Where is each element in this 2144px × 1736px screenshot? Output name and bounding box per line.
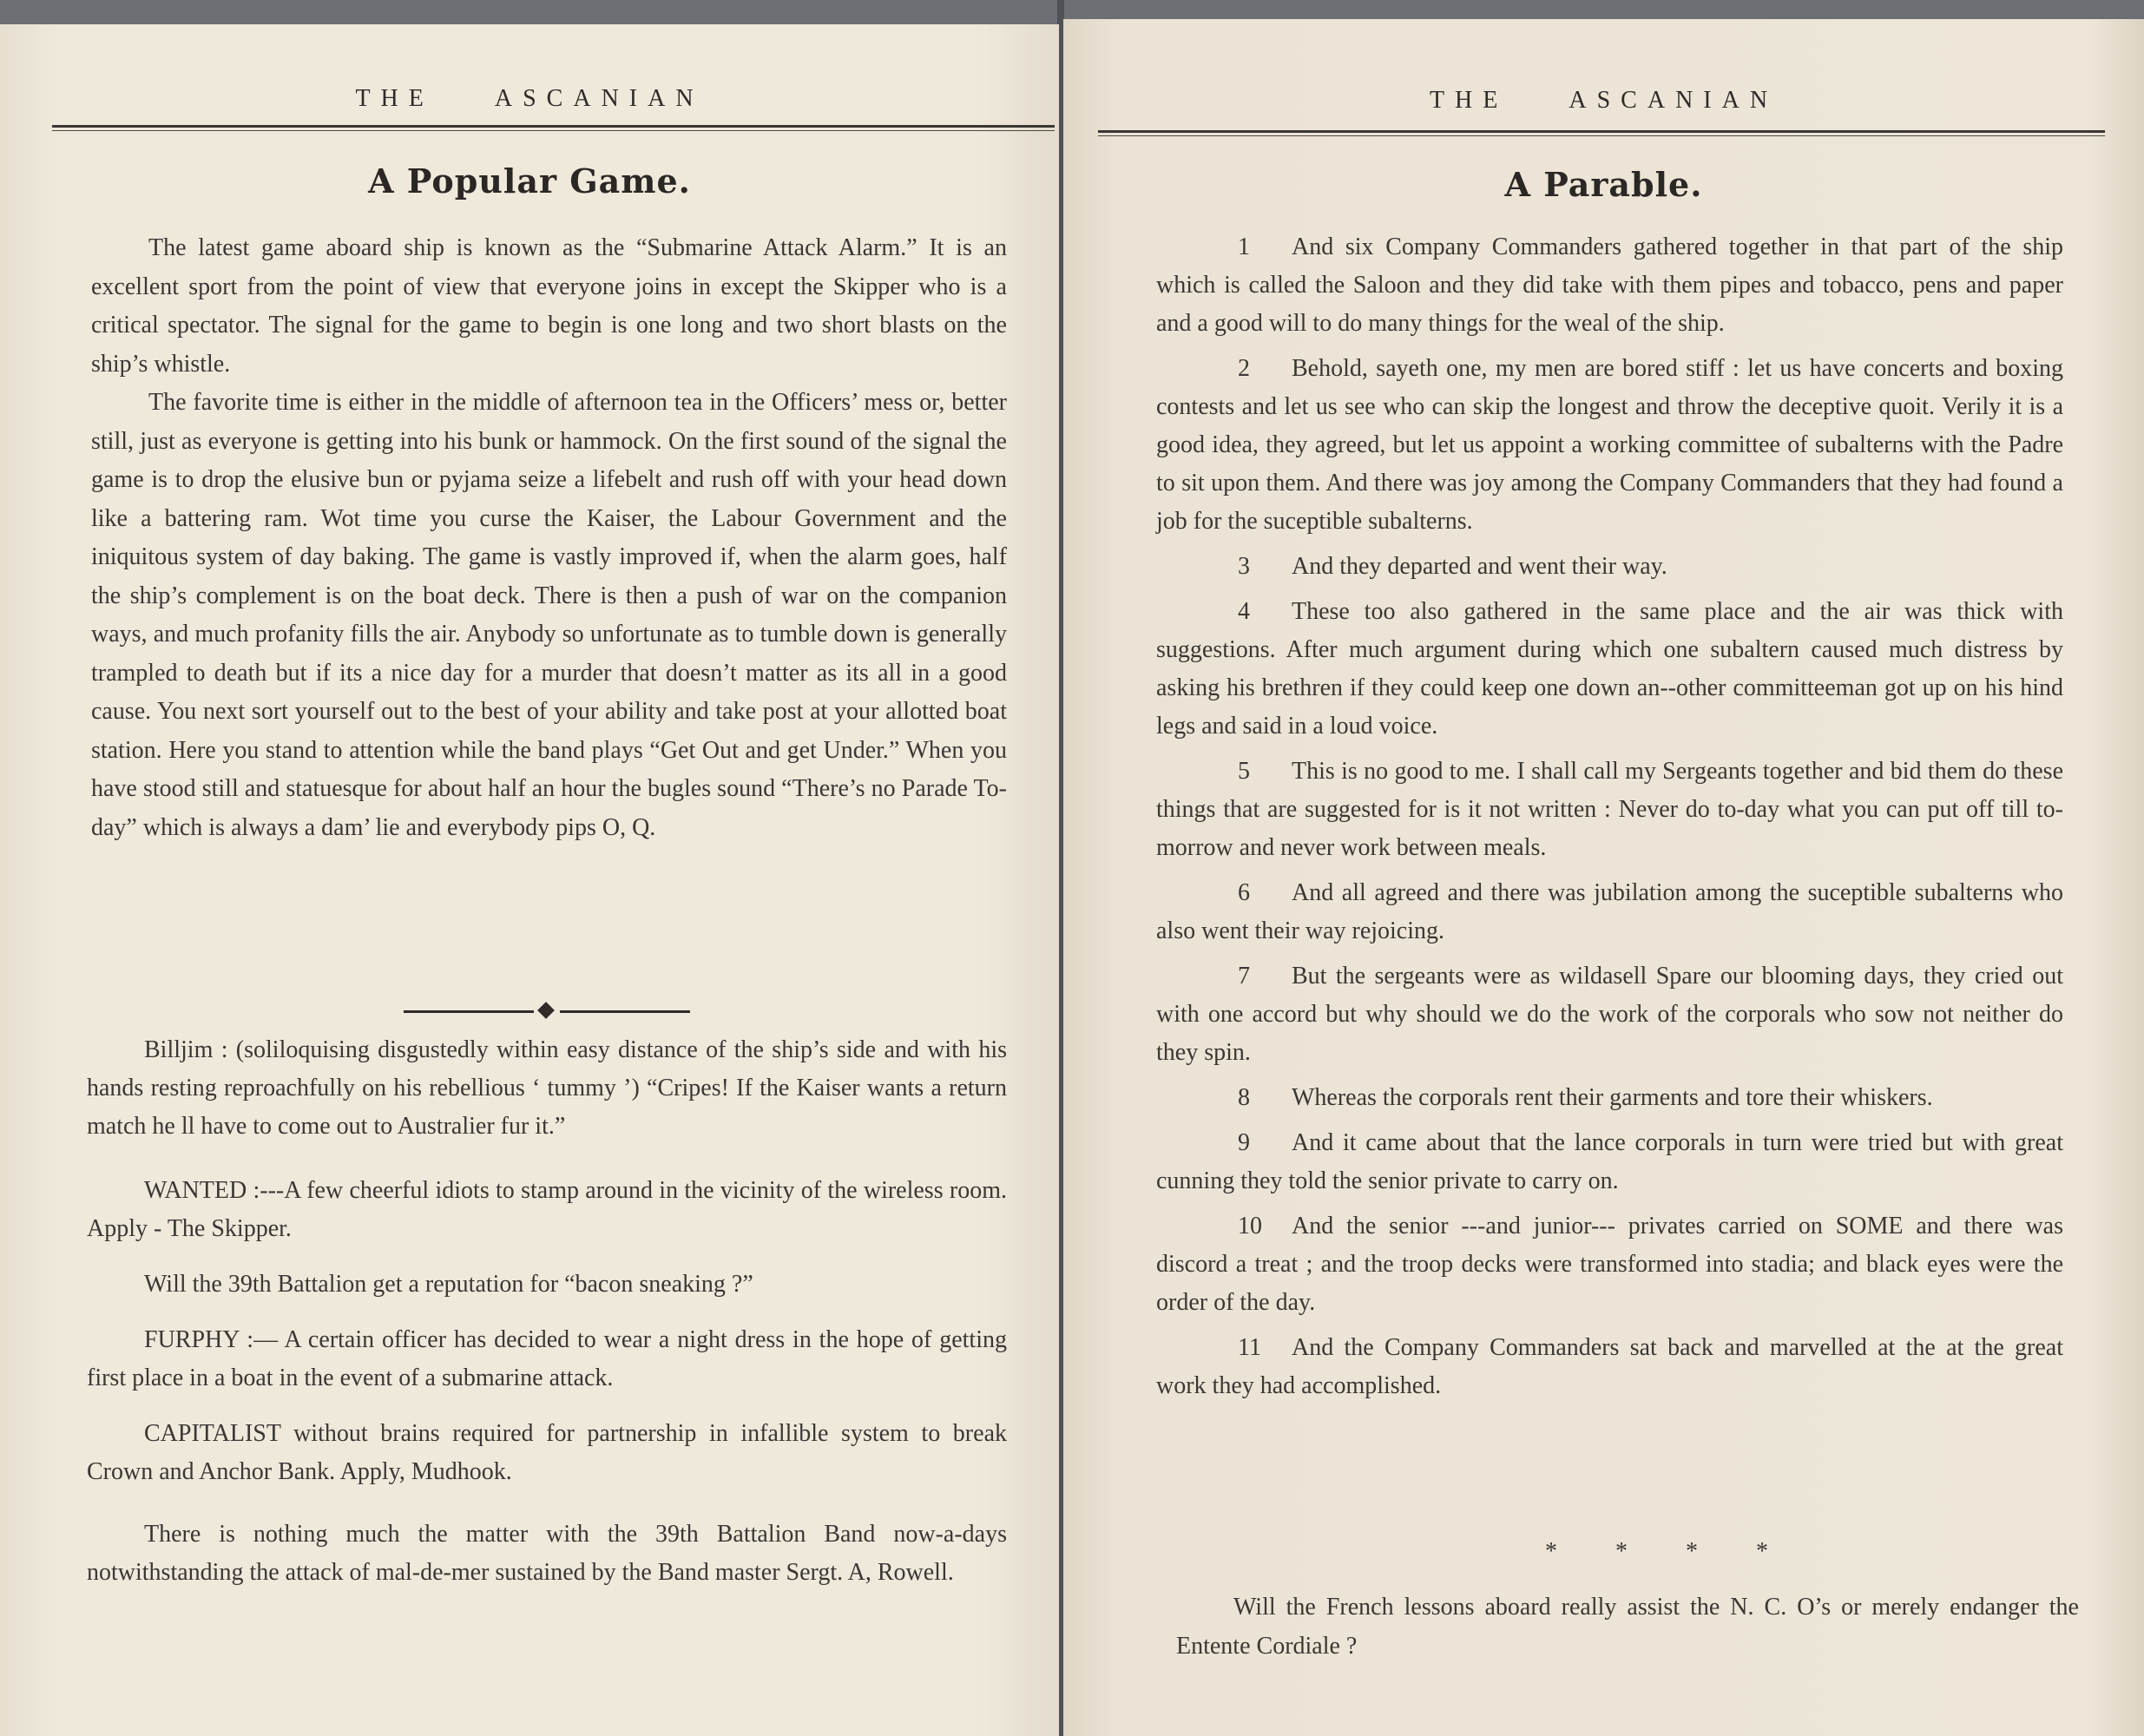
- verse-text: And the senior ---and junior--- privates carried on SOME and there was discord a treat ; and the troop decks were transformed into stadia; and black eyes were the order of the day.: [1156, 1213, 2063, 1316]
- running-head-word: THE: [355, 85, 434, 112]
- item-capitalist: CAPITALIST without brains required for partnership in infallible system to break Crown and Anchor Bank. Apply, Mudhook.: [87, 1420, 1007, 1485]
- verse: [1156, 350, 2063, 541]
- running-head-word: ASCANIAN: [1569, 87, 1779, 114]
- verse: [1156, 228, 2063, 343]
- verse-number: 6: [1238, 879, 1250, 906]
- section-ornament: [404, 1003, 690, 1019]
- verse-number: 8: [1238, 1084, 1250, 1111]
- verse-number: 1: [1238, 233, 1250, 260]
- verse-text: Behold, sayeth one, my men are bored stiff : let us have concerts and boxing contests and let us see who can skip the longest and throw the deceptive quoit. Verily it is a good idea, they agreed, but let us appoint a working committee of subalterns with the Padre to sit upon them. And there was joy among the Company Commanders that they had found a job for the suceptible subalterns.: [1156, 355, 2063, 535]
- verse: [1156, 1329, 2063, 1405]
- verse-number: 7: [1238, 963, 1250, 990]
- item-bacon: Will the 39th Battalion get a reputation for “bacon sneaking ?”: [144, 1271, 753, 1298]
- verse-text: And it came about that the lance corporals in turn were tried but with great cunning they told the senior private to carry on.: [1156, 1129, 2063, 1194]
- item-billjim: Billjim : (soliloquising disgustedly within easy distance of the ship’s side and with his hands resting reproachfully on his rebellious ‘ tummy ’) “Cripes! If the Kaiser wants a return match he ll have to come out to Australier fur it.”: [87, 1036, 1007, 1140]
- verse-number: 2: [1238, 355, 1250, 382]
- item-furphy: FURPHY :— A certain officer has decided to wear a night dress in the hope of getting first place in a boat in the event of a submarine attack.: [87, 1326, 1007, 1391]
- paragraph: The latest game aboard ship is known as the “Submarine Attack Alarm.” It is an excellent sport from the point of view that everyone joins in except the Skipper who is a critical spectator. The signal for the game to begin is one long and two short blasts on the ship’s whistle.: [91, 234, 1007, 378]
- article-title: A Parable.: [1504, 165, 1703, 204]
- paragraph: The favorite time is either in the middle of afternoon tea in the Officers’ mess or, better still, just as everyone is getting into his bunk or hammock. On the first sound of the signal the game is to drop the elusive bun or pyjama seize a lifebelt and rush off with your head down like a battering ram. Wot time you curse the Kaiser, the Labour Government and the iniquitous system of day baking. The game is vastly improved if, when the alarm goes, half the ship’s complement is on the boat deck. There is then a push of war on the companion ways, and much profanity fills the air. Anybody so unfortunate as to tumble down is generally trampled to death but if its a nice day for a murder that doesn’t matter as its all in a good cause. You next sort yourself out to the best of your ability and take post at your allotted boat station. Here you stand to attention while the band plays “Get Out and get Under.” When you have stood still and statuesque for about half an hour the bugles sound “There’s no Parade To-day” which is always a dam’ lie and everybody pips O, Q.: [91, 389, 1007, 841]
- verse: [1156, 548, 2063, 586]
- verse-number: 3: [1238, 553, 1250, 580]
- parable-body: [1156, 228, 2063, 1412]
- header-rule: [52, 125, 1055, 128]
- verse-text: And they departed and went their way.: [1292, 553, 1667, 580]
- verse: [1156, 593, 2063, 746]
- verse: [1156, 1207, 2063, 1322]
- verse-text: But the sergeants were as wildasell Spare our blooming days, they cried out with one accord but why should we do the work of the corporals who sow not neither do they spin.: [1156, 963, 2063, 1066]
- verse-number: 10: [1238, 1213, 1262, 1240]
- running-head-left: [0, 85, 1059, 113]
- running-head-word: ASCANIAN: [494, 85, 704, 112]
- miscellany: [87, 1031, 1007, 1592]
- verse-text: And six Company Commanders gathered together in that part of the ship which is called the Saloon and they did take with them pipes and tobacco, pens and paper and a good will to do many things for the weal of the ship.: [1156, 233, 2063, 337]
- header-rule-thin: [52, 130, 1055, 131]
- article-body: [91, 229, 1007, 847]
- running-head-right: [1063, 87, 2144, 115]
- verse-number: 11: [1238, 1334, 1261, 1361]
- verse-number: 5: [1238, 758, 1250, 785]
- verse-text: And the Company Commanders sat back and marvelled at the at the great work they had accomplished.: [1156, 1334, 2063, 1399]
- verse-number: 4: [1238, 598, 1250, 625]
- closing-question: [1176, 1588, 2079, 1666]
- verse-text: And all agreed and there was jubilation among the suceptible subalterns who also went their way rejoicing.: [1156, 879, 2063, 944]
- header-rule: [1098, 130, 2105, 133]
- item-wanted: WANTED :---A few cheerful idiots to stamp around in the vicinity of the wireless room. Apply - The Skipper.: [87, 1177, 1007, 1242]
- verse-text: This is no good to me. I shall call my Sergeants together and bid them do these things that are suggested for is it not written : Never do to-day what you can put off till to-morrow and never work between meals.: [1156, 758, 2063, 861]
- section-stars: * * * *: [1545, 1538, 1794, 1565]
- item-band: There is nothing much the matter with the 39th Battalion Band now-a-days notwithstanding the attack of mal-de-mer sustained by the Band master Sergt. A, Rowell.: [87, 1521, 1007, 1586]
- closing-paragraph: Will the French lessons aboard really assist the N. C. O’s or merely endanger the Entente Cordiale ?: [1176, 1594, 2079, 1660]
- verse-text: Whereas the corporals rent their garments and tore their whiskers.: [1292, 1084, 1933, 1111]
- header-rule-thin: [1098, 135, 2105, 136]
- verse: [1156, 874, 2063, 950]
- verse: [1156, 1079, 2063, 1117]
- left-page: [0, 24, 1059, 1736]
- article-title: A Popular Game.: [368, 161, 691, 201]
- verse-number: 9: [1238, 1129, 1250, 1156]
- verse-text: These too also gathered in the same place and the air was thick with suggestions. After much argument during which one subaltern caused much distress by asking his brethren if they could keep one down an--other committeeman got up on his hind legs and said in a loud voice.: [1156, 598, 2063, 740]
- verse: [1156, 753, 2063, 867]
- verse: [1156, 957, 2063, 1072]
- running-head-word: THE: [1429, 87, 1509, 114]
- verse: [1156, 1124, 2063, 1200]
